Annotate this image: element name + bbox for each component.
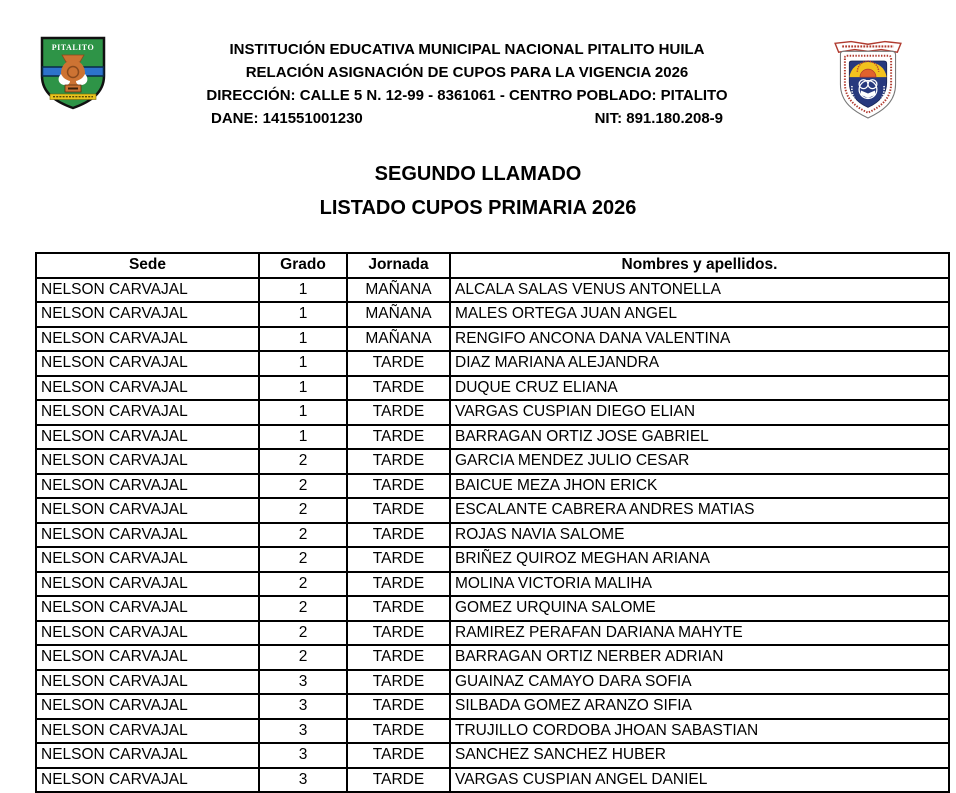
table-cell: NELSON CARVAJAL [36,498,259,523]
table-row [36,719,949,744]
table-cell: 1 [259,425,347,450]
table-cell: NELSON CARVAJAL [36,474,259,499]
table-cell: 3 [259,743,347,768]
table-cell: ALCALA SALAS VENUS ANTONELLA [450,278,949,303]
table-cell: TARDE [347,400,450,425]
table-cell: 1 [259,302,347,327]
table-cell: 2 [259,523,347,548]
dane-code: DANE: 141551001230 [211,110,363,127]
table-cell: MALES ORTEGA JUAN ANGEL [450,302,949,327]
table-cell: 2 [259,621,347,646]
table-row [36,547,949,572]
student-allocation-table [35,252,950,793]
table-cell: RAMIREZ PERAFAN DARIANA MAHYTE [450,621,949,646]
table-row [36,596,949,621]
title-line-2: LISTADO CUPOS PRIMARIA 2026 [319,197,637,219]
table-cell: NELSON CARVAJAL [36,743,259,768]
document-purpose: RELACIÓN ASIGNACIÓN DE CUPOS PARA LA VIGENCIA 2026 [245,64,689,81]
table-row [36,376,949,401]
table-cell: TARDE [347,743,450,768]
table-row [36,302,949,327]
table-body [36,278,949,793]
pitalito-shield-label: PITALITO [51,43,95,52]
table-cell: NELSON CARVAJAL [36,351,259,376]
table-cell: SANCHEZ SANCHEZ HUBER [450,743,949,768]
table-cell: NELSON CARVAJAL [36,621,259,646]
table-cell: NELSON CARVAJAL [36,400,259,425]
table-row [36,645,949,670]
table-cell: 1 [259,376,347,401]
table-cell: GUAINAZ CAMAYO DARA SOFIA [450,670,949,695]
table-cell: NELSON CARVAJAL [36,694,259,719]
table-cell: VARGAS CUSPIAN ANGEL DANIEL [450,768,949,793]
table-cell: TARDE [347,449,450,474]
table-row [36,400,949,425]
table-cell: RENGIFO ANCONA DANA VALENTINA [450,327,949,352]
table-cell: TARDE [347,376,450,401]
table-cell: NELSON CARVAJAL [36,596,259,621]
table-cell: GOMEZ URQUINA SALOME [450,596,949,621]
school-crest-icon [828,36,908,128]
table-row [36,523,949,548]
table-cell: TARDE [347,694,450,719]
table-cell: NELSON CARVAJAL [36,523,259,548]
table-cell: 3 [259,719,347,744]
table-row [36,498,949,523]
table-row [36,327,949,352]
table-cell: NELSON CARVAJAL [36,376,259,401]
table-row [36,449,949,474]
table-row [36,768,949,793]
table-cell: 2 [259,572,347,597]
table-cell: 1 [259,351,347,376]
table-cell: TARDE [347,621,450,646]
table-cell: NELSON CARVAJAL [36,768,259,793]
table-row [36,351,949,376]
table-row [36,694,949,719]
title-line-1: SEGUNDO LLAMADO [374,163,582,185]
table-header-row [36,253,949,278]
table-cell: MAÑANA [347,302,450,327]
table-cell: TARDE [347,425,450,450]
pitalito-shield-icon [40,36,106,110]
column-header-sede: Sede [36,253,259,278]
table-cell: 3 [259,768,347,793]
table-cell: 1 [259,278,347,303]
table-cell: 2 [259,596,347,621]
table-cell: TARDE [347,670,450,695]
table-cell: 3 [259,694,347,719]
table-row [36,670,949,695]
table-cell: MAÑANA [347,327,450,352]
table-row [36,474,949,499]
student-table-container [35,252,956,793]
table-row [36,278,949,303]
institution-address: DIRECCIÓN: CALLE 5 N. 12-99 - 8361061 - CENTRO POBLADO: PITALITO [206,87,728,104]
table-row [36,425,949,450]
table-cell: TARDE [347,645,450,670]
table-cell: TRUJILLO CORDOBA JHOAN SABASTIAN [450,719,949,744]
table-cell: TARDE [347,572,450,597]
document-title [0,157,956,225]
table-cell: 1 [259,327,347,352]
table-cell: TARDE [347,768,450,793]
table-row [36,621,949,646]
table-cell: 2 [259,645,347,670]
column-header-grado: Grado [259,253,347,278]
nit-code: NIT: 891.180.208-9 [594,110,723,127]
table-cell: NELSON CARVAJAL [36,547,259,572]
table-cell: MAÑANA [347,278,450,303]
table-cell: 2 [259,547,347,572]
table-cell: NELSON CARVAJAL [36,302,259,327]
table-cell: 2 [259,474,347,499]
institution-name: INSTITUCIÓN EDUCATIVA MUNICIPAL NACIONAL PITALITO HUILA [229,41,705,58]
table-cell: NELSON CARVAJAL [36,327,259,352]
table-cell: ESCALANTE CABRERA ANDRES MATIAS [450,498,949,523]
document-header [0,0,956,130]
table-cell: TARDE [347,523,450,548]
column-header-jornada: Jornada [347,253,450,278]
table-cell: BRIÑEZ QUIROZ MEGHAN ARIANA [450,547,949,572]
table-cell: TARDE [347,719,450,744]
table-cell: BAICUE MEZA JHON ERICK [450,474,949,499]
table-cell: TARDE [347,474,450,499]
table-row [36,572,949,597]
table-cell: MOLINA VICTORIA MALIHA [450,572,949,597]
dane-nit-row [211,107,723,130]
table-cell: 2 [259,498,347,523]
table-cell: BARRAGAN ORTIZ NERBER ADRIAN [450,645,949,670]
table-cell: TARDE [347,498,450,523]
table-cell: TARDE [347,351,450,376]
table-cell: NELSON CARVAJAL [36,425,259,450]
table-cell: DIAZ MARIANA ALEJANDRA [450,351,949,376]
table-cell: NELSON CARVAJAL [36,719,259,744]
column-header-nombres: Nombres y apellidos. [450,253,949,278]
table-cell: NELSON CARVAJAL [36,645,259,670]
table-cell: 1 [259,400,347,425]
table-row [36,743,949,768]
table-cell: NELSON CARVAJAL [36,572,259,597]
institution-header-text [106,36,828,130]
table-cell: NELSON CARVAJAL [36,670,259,695]
table-cell: SILBADA GOMEZ ARANZO SIFIA [450,694,949,719]
table-cell: DUQUE CRUZ ELIANA [450,376,949,401]
table-cell: GARCIA MENDEZ JULIO CESAR [450,449,949,474]
table-cell: NELSON CARVAJAL [36,278,259,303]
table-cell: NELSON CARVAJAL [36,449,259,474]
table-cell: TARDE [347,596,450,621]
table-cell: VARGAS CUSPIAN DIEGO ELIAN [450,400,949,425]
table-cell: 3 [259,670,347,695]
table-cell: 2 [259,449,347,474]
table-cell: ROJAS NAVIA SALOME [450,523,949,548]
table-cell: TARDE [347,547,450,572]
table-cell: BARRAGAN ORTIZ JOSE GABRIEL [450,425,949,450]
